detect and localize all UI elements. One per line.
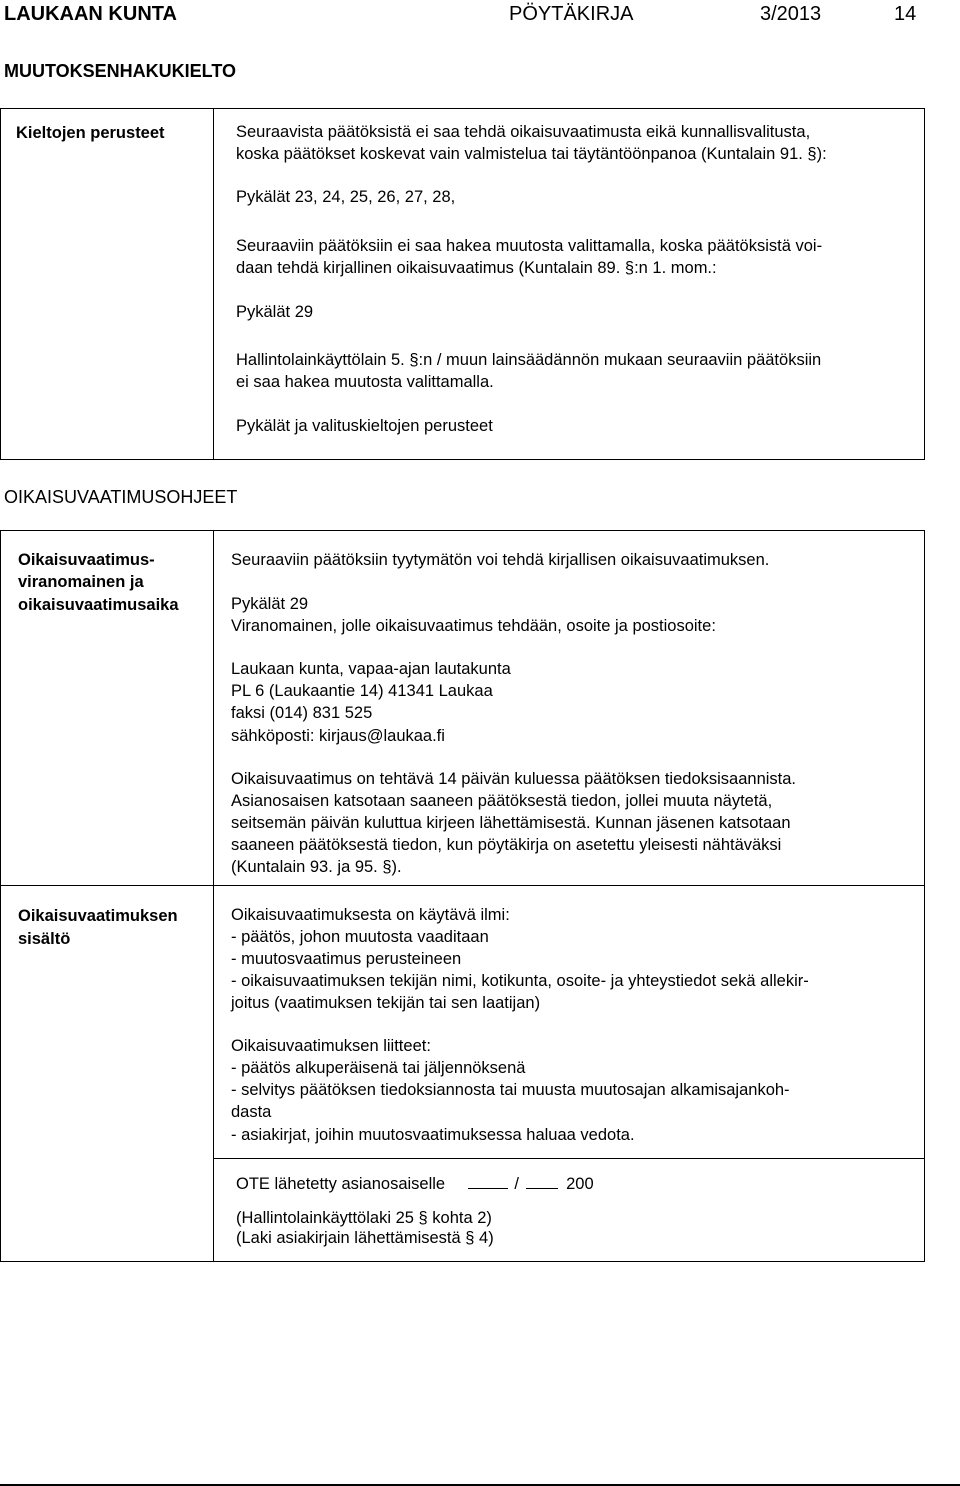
- text-line: Oikaisuvaatimuksesta on käytävä ilmi:: [231, 906, 510, 924]
- document-type: PÖYTÄKIRJA: [509, 3, 634, 25]
- row-divider: [213, 1158, 925, 1159]
- municipality-name: LAUKAAN KUNTA: [4, 3, 177, 25]
- column-divider: [213, 108, 214, 460]
- text-line: seitsemän päivän kuluttua kirjeen lähettämisestä. Kunnan jäsenen katsotaan: [231, 814, 791, 832]
- text-line: PL 6 (Laukaantie 14) 41341 Laukaa: [231, 682, 493, 700]
- text-line: daan tehdä kirjallinen oikaisuvaatimus (Kuntalain 89. §:n 1. mom.:: [236, 259, 717, 277]
- text-line: Pykälät 23, 24, 25, 26, 27, 28,: [236, 188, 456, 206]
- text-line: Pykälät 29: [231, 595, 309, 613]
- text-line: Pykälät 29: [236, 303, 314, 321]
- instructions-box: [0, 530, 925, 1262]
- restrictions-label: Kieltojen perusteet: [16, 124, 165, 142]
- list-item-continued: dasta: [231, 1103, 272, 1121]
- text-line: faksi (014) 831 525: [231, 704, 373, 722]
- date-separator: /: [514, 1175, 519, 1193]
- text-line: Viranomainen, jolle oikaisuvaatimus tehdään, osoite ja postiosoite:: [231, 617, 716, 635]
- list-item: - päätös alkuperäisenä tai jäljennöksenä: [231, 1059, 526, 1077]
- text-line: Seuraavista päätöksistä ei saa tehdä oikaisuvaatimusta eikä kunnallisvalitusta,: [236, 123, 811, 141]
- text-line: Oikaisuvaatimus on tehtävä 14 päivän kuluessa päätöksen tiedoksisaannista.: [231, 770, 797, 788]
- list-item: - selvitys päätöksen tiedoksiannosta tai muusta muutosajan alkamisajankoh-: [231, 1081, 790, 1099]
- text-line: koska päätökset koskevat vain valmistelua tai täytäntöönpanoa (Kuntalain 91. §):: [236, 145, 827, 163]
- page-number: 14: [894, 3, 917, 25]
- text-line: Seuraaviin päätöksiin tyytymätön voi tehdä kirjallisen oikaisuvaatimuksen.: [231, 551, 770, 569]
- text-line: Hallintolainkäyttölain 5. §:n / muun lainsäädännön mukaan seuraaviin päätöksiin: [236, 351, 822, 369]
- list-item: - päätös, johon muutosta vaaditaan: [231, 928, 489, 946]
- text-line: Seuraaviin päätöksiin ei saa hakea muutosta valittamalla, koska päätöksistä voi-: [236, 237, 823, 255]
- list-item: - oikaisuvaatimuksen tekijän nimi, kotikunta, osoite- ja yhteystiedot sekä allekir-: [231, 972, 809, 990]
- text-line: Oikaisuvaatimuksen liitteet:: [231, 1037, 431, 1055]
- ote-sent-line: [236, 1174, 594, 1193]
- list-item: - muutosvaatimus perusteineen: [231, 950, 462, 968]
- text-line: ei saa hakea muutosta valittamalla.: [236, 373, 494, 391]
- text-line: saaneen päätöksestä tiedon, kun pöytäkirja on asetettu yleisesti nähtäväksi: [231, 836, 782, 854]
- section-title-oikaisuvaatimusohjeet: OIKAISUVAATIMUSOHJEET: [4, 487, 238, 507]
- law-reference: (Hallintolainkäyttölaki 25 § kohta 2): [236, 1209, 492, 1227]
- document-number: 3/2013: [760, 3, 822, 25]
- text-line: Laukaan kunta, vapaa-ajan lautakunta: [231, 660, 511, 678]
- section-title-muutoksenhakukielto: MUUTOKSENHAKUKIELTO: [4, 61, 237, 81]
- text-line: (Kuntalain 93. ja 95. §).: [231, 858, 402, 876]
- text-line: Asianosaisen katsotaan saaneen päätöksestä tiedon, jollei muuta näytetä,: [231, 792, 773, 810]
- text-line: Pykälät ja valituskieltojen perusteet: [236, 417, 493, 435]
- month-blank[interactable]: [526, 1174, 558, 1189]
- ote-label: OTE lähetetty asianosaiselle: [236, 1175, 446, 1193]
- row-divider: [0, 885, 925, 886]
- day-blank[interactable]: [468, 1174, 508, 1189]
- column-divider: [213, 530, 214, 1262]
- list-item: - asiakirjat, joihin muutosvaatimuksessa haluaa vedota.: [231, 1126, 635, 1144]
- ote-year: 200: [566, 1175, 594, 1193]
- list-item-continued: joitus (vaatimuksen tekijän tai sen laatijan): [231, 994, 541, 1012]
- email-line: sähköposti: kirjaus@laukaa.fi: [231, 727, 445, 745]
- law-reference: (Laki asiakirjain lähettämisestä § 4): [236, 1229, 494, 1247]
